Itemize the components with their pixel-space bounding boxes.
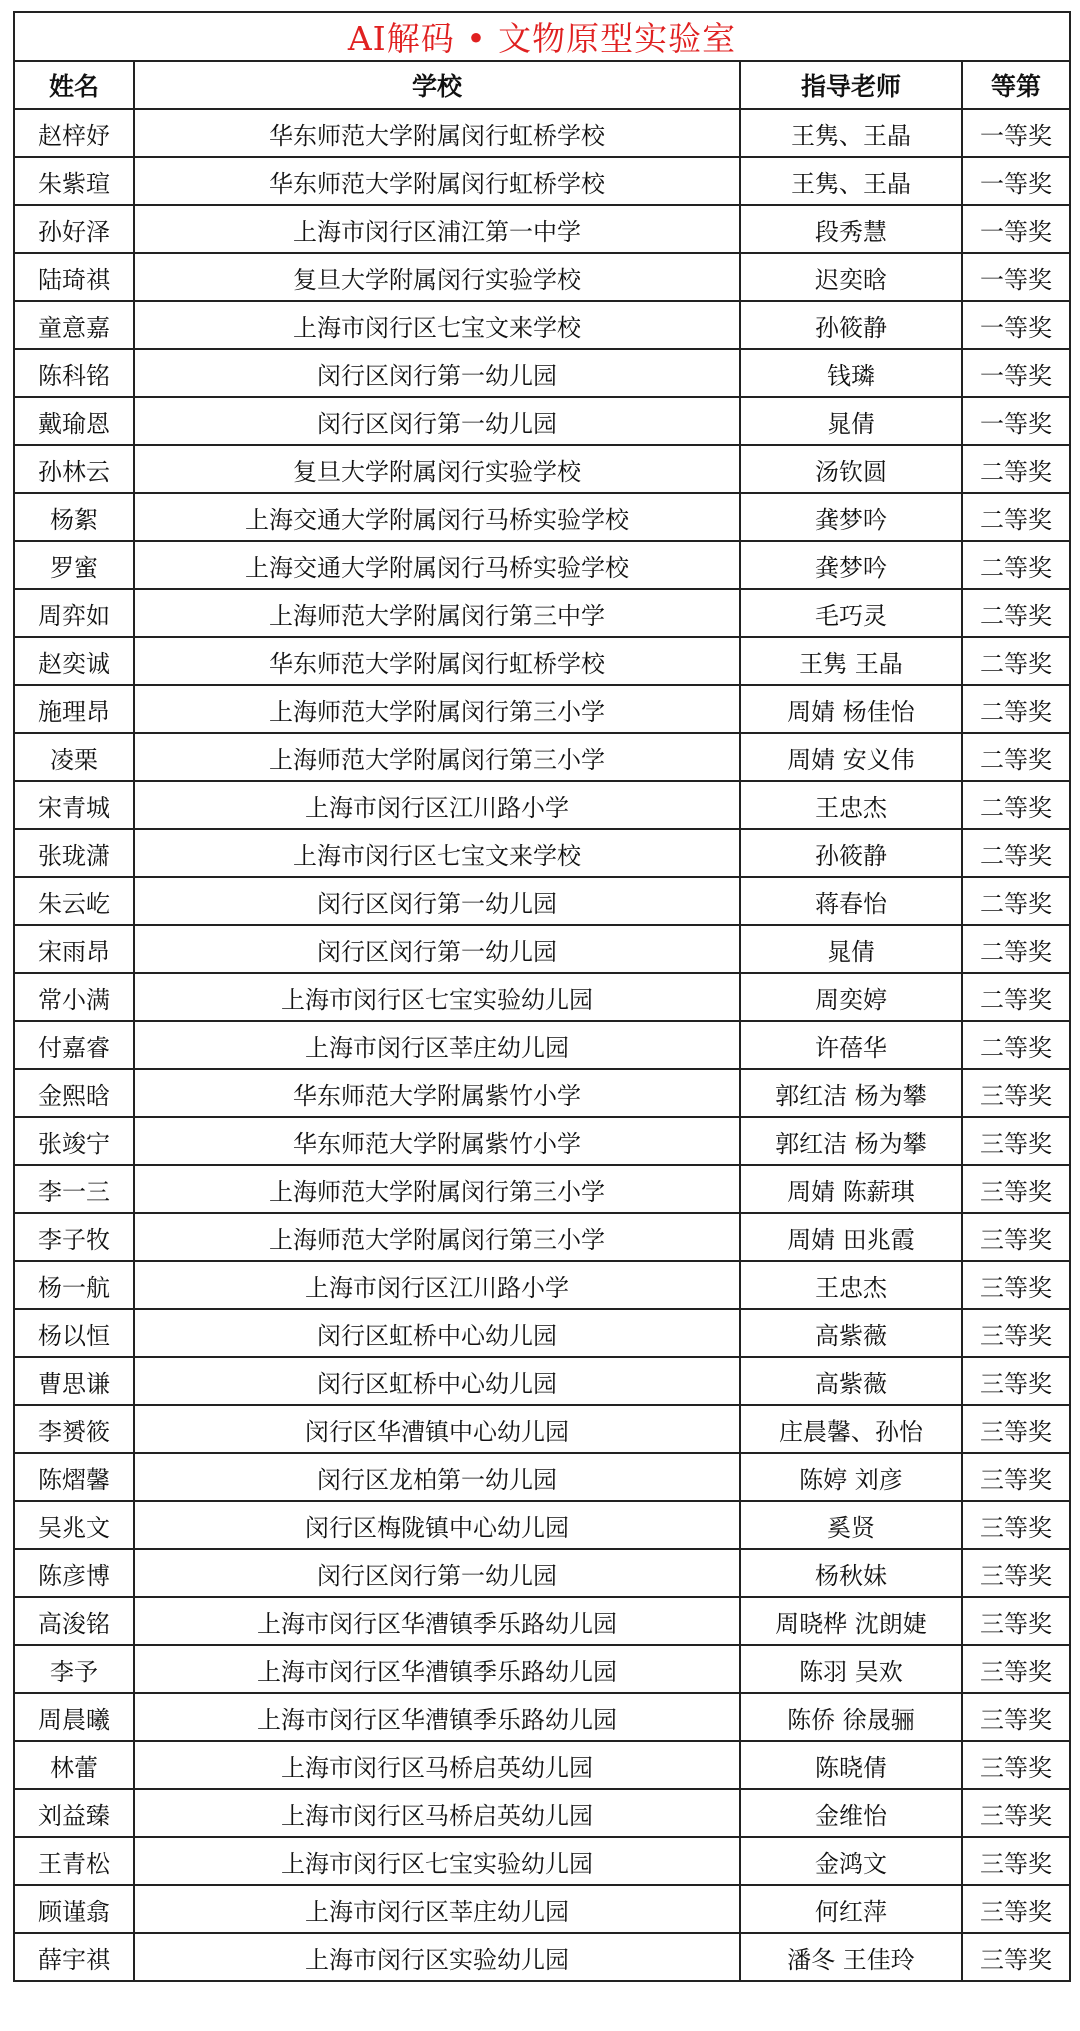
cell-school: 上海市闵行区七宝实验幼儿园 (134, 1837, 740, 1885)
cell-teacher: 陈婷 刘彦 (740, 1453, 962, 1501)
cell-name: 孙好泽 (14, 205, 134, 253)
cell-award: 二等奖 (962, 877, 1070, 925)
cell-teacher: 龚梦吟 (740, 493, 962, 541)
cell-school: 华东师范大学附属紫竹小学 (134, 1069, 740, 1117)
cell-school: 上海交通大学附属闵行马桥实验学校 (134, 493, 740, 541)
table-row (14, 733, 1070, 781)
cell-teacher: 王隽、王晶 (740, 157, 962, 205)
cell-school: 上海市闵行区莘庄幼儿园 (134, 1021, 740, 1069)
cell-teacher: 周婧 田兆霞 (740, 1213, 962, 1261)
cell-school: 闵行区虹桥中心幼儿园 (134, 1357, 740, 1405)
cell-name: 凌栗 (14, 733, 134, 781)
cell-teacher: 龚梦吟 (740, 541, 962, 589)
cell-school: 上海市闵行区七宝实验幼儿园 (134, 973, 740, 1021)
cell-award: 二等奖 (962, 685, 1070, 733)
cell-teacher: 王忠杰 (740, 1261, 962, 1309)
cell-school: 上海市闵行区江川路小学 (134, 1261, 740, 1309)
cell-teacher: 孙筱静 (740, 829, 962, 877)
cell-teacher: 金鸿文 (740, 1837, 962, 1885)
cell-school: 上海市闵行区七宝文来学校 (134, 301, 740, 349)
cell-school: 华东师范大学附属闵行虹桥学校 (134, 637, 740, 685)
cell-school: 上海师范大学附属闵行第三小学 (134, 1165, 740, 1213)
cell-name: 陈科铭 (14, 349, 134, 397)
cell-award: 一等奖 (962, 397, 1070, 445)
cell-award: 三等奖 (962, 1693, 1070, 1741)
table-row (14, 1693, 1070, 1741)
header-teacher: 指导老师 (740, 61, 962, 109)
cell-teacher: 周奕婷 (740, 973, 962, 1021)
cell-name: 王青松 (14, 1837, 134, 1885)
cell-name: 赵梓妤 (14, 109, 134, 157)
cell-award: 三等奖 (962, 1069, 1070, 1117)
cell-school: 上海市闵行区江川路小学 (134, 781, 740, 829)
table-row (14, 253, 1070, 301)
cell-name: 戴瑜恩 (14, 397, 134, 445)
cell-name: 童意嘉 (14, 301, 134, 349)
cell-award: 三等奖 (962, 1837, 1070, 1885)
cell-school: 上海师范大学附属闵行第三小学 (134, 1213, 740, 1261)
table-row (14, 637, 1070, 685)
cell-award: 二等奖 (962, 973, 1070, 1021)
table-row (14, 493, 1070, 541)
table-row (14, 1837, 1070, 1885)
cell-school: 华东师范大学附属紫竹小学 (134, 1117, 740, 1165)
cell-award: 三等奖 (962, 1885, 1070, 1933)
cell-teacher: 周婧 陈薪琪 (740, 1165, 962, 1213)
cell-award: 一等奖 (962, 253, 1070, 301)
cell-teacher: 毛巧灵 (740, 589, 962, 637)
cell-school: 上海师范大学附属闵行第三小学 (134, 733, 740, 781)
cell-name: 常小满 (14, 973, 134, 1021)
cell-award: 二等奖 (962, 637, 1070, 685)
table-row (14, 205, 1070, 253)
cell-award: 三等奖 (962, 1933, 1070, 1981)
table-row (14, 349, 1070, 397)
cell-award: 二等奖 (962, 829, 1070, 877)
table-row (14, 1933, 1070, 1981)
cell-teacher: 陈侨 徐晟骊 (740, 1693, 962, 1741)
cell-name: 杨一航 (14, 1261, 134, 1309)
cell-name: 孙林云 (14, 445, 134, 493)
cell-teacher: 迟奕晗 (740, 253, 962, 301)
cell-award: 三等奖 (962, 1213, 1070, 1261)
cell-award: 三等奖 (962, 1501, 1070, 1549)
cell-name: 刘益臻 (14, 1789, 134, 1837)
cell-school: 闵行区闵行第一幼儿园 (134, 1549, 740, 1597)
table-row (14, 1645, 1070, 1693)
cell-award: 二等奖 (962, 781, 1070, 829)
cell-school: 上海交通大学附属闵行马桥实验学校 (134, 541, 740, 589)
cell-teacher: 王隽、王晶 (740, 109, 962, 157)
cell-school: 复旦大学附属闵行实验学校 (134, 445, 740, 493)
cell-school: 华东师范大学附属闵行虹桥学校 (134, 157, 740, 205)
cell-award: 一等奖 (962, 157, 1070, 205)
cell-award: 二等奖 (962, 493, 1070, 541)
cell-teacher: 王忠杰 (740, 781, 962, 829)
cell-school: 上海市闵行区华漕镇季乐路幼儿园 (134, 1597, 740, 1645)
cell-name: 张竣宁 (14, 1117, 134, 1165)
cell-school: 华东师范大学附属闵行虹桥学校 (134, 109, 740, 157)
cell-teacher: 庄晨馨、孙怡 (740, 1405, 962, 1453)
cell-teacher: 周晓桦 沈朗婕 (740, 1597, 962, 1645)
cell-award: 三等奖 (962, 1405, 1070, 1453)
cell-name: 周弈如 (14, 589, 134, 637)
cell-school: 上海市闵行区浦江第一中学 (134, 205, 740, 253)
table-row (14, 397, 1070, 445)
cell-award: 三等奖 (962, 1357, 1070, 1405)
cell-award: 三等奖 (962, 1261, 1070, 1309)
cell-teacher: 钱璘 (740, 349, 962, 397)
cell-teacher: 晁倩 (740, 925, 962, 973)
cell-teacher: 汤钦圆 (740, 445, 962, 493)
cell-name: 陈彦博 (14, 1549, 134, 1597)
cell-name: 李赟筱 (14, 1405, 134, 1453)
cell-teacher: 蒋春怡 (740, 877, 962, 925)
table-row (14, 685, 1070, 733)
table-row (14, 109, 1070, 157)
cell-award: 一等奖 (962, 301, 1070, 349)
cell-teacher: 何红萍 (740, 1885, 962, 1933)
cell-teacher: 郭红洁 杨为攀 (740, 1117, 962, 1165)
cell-school: 闵行区闵行第一幼儿园 (134, 397, 740, 445)
cell-teacher: 高紫薇 (740, 1309, 962, 1357)
cell-award: 一等奖 (962, 109, 1070, 157)
table-row (14, 1021, 1070, 1069)
header-name: 姓名 (14, 61, 134, 109)
cell-teacher: 孙筱静 (740, 301, 962, 349)
table-row (14, 589, 1070, 637)
table-row (14, 157, 1070, 205)
table-body (14, 109, 1070, 1981)
header-award: 等第 (962, 61, 1070, 109)
cell-name: 高浚铭 (14, 1597, 134, 1645)
cell-teacher: 周婧 杨佳怡 (740, 685, 962, 733)
cell-teacher: 王隽 王晶 (740, 637, 962, 685)
table-row (14, 1885, 1070, 1933)
table-row (14, 301, 1070, 349)
table-row (14, 1261, 1070, 1309)
cell-teacher: 金维怡 (740, 1789, 962, 1837)
cell-award: 一等奖 (962, 349, 1070, 397)
cell-name: 张珑潇 (14, 829, 134, 877)
table-row (14, 877, 1070, 925)
cell-school: 上海市闵行区华漕镇季乐路幼儿园 (134, 1693, 740, 1741)
cell-school: 闵行区华漕镇中心幼儿园 (134, 1405, 740, 1453)
cell-award: 一等奖 (962, 205, 1070, 253)
cell-award: 三等奖 (962, 1789, 1070, 1837)
cell-teacher: 潘冬 王佳玲 (740, 1933, 962, 1981)
cell-name: 朱云屹 (14, 877, 134, 925)
cell-name: 林蕾 (14, 1741, 134, 1789)
table-row (14, 973, 1070, 1021)
cell-teacher: 高紫薇 (740, 1357, 962, 1405)
cell-name: 施理昂 (14, 685, 134, 733)
cell-name: 吴兆文 (14, 1501, 134, 1549)
cell-school: 上海市闵行区七宝文来学校 (134, 829, 740, 877)
cell-name: 周晨曦 (14, 1693, 134, 1741)
header-school: 学校 (134, 61, 740, 109)
cell-award: 三等奖 (962, 1165, 1070, 1213)
table-title: AI解码 • 文物原型实验室 (14, 12, 1070, 61)
table-row (14, 1069, 1070, 1117)
award-table (13, 11, 1071, 1982)
table-row (14, 1117, 1070, 1165)
cell-award: 三等奖 (962, 1117, 1070, 1165)
cell-name: 宋雨昂 (14, 925, 134, 973)
table-row (14, 829, 1070, 877)
table-row (14, 781, 1070, 829)
cell-name: 李一三 (14, 1165, 134, 1213)
cell-award: 二等奖 (962, 1021, 1070, 1069)
cell-name: 杨以恒 (14, 1309, 134, 1357)
cell-award: 三等奖 (962, 1453, 1070, 1501)
cell-teacher: 郭红洁 杨为攀 (740, 1069, 962, 1117)
table-row (14, 1405, 1070, 1453)
table-row (14, 1501, 1070, 1549)
cell-school: 上海师范大学附属闵行第三小学 (134, 685, 740, 733)
table-row (14, 1357, 1070, 1405)
cell-name: 罗蜜 (14, 541, 134, 589)
cell-teacher: 段秀慧 (740, 205, 962, 253)
cell-award: 二等奖 (962, 445, 1070, 493)
cell-award: 三等奖 (962, 1549, 1070, 1597)
cell-teacher: 杨秋妹 (740, 1549, 962, 1597)
cell-name: 宋青城 (14, 781, 134, 829)
cell-name: 李子牧 (14, 1213, 134, 1261)
table-row (14, 1165, 1070, 1213)
cell-school: 闵行区闵行第一幼儿园 (134, 877, 740, 925)
table-row (14, 1597, 1070, 1645)
table-row (14, 1741, 1070, 1789)
cell-award: 二等奖 (962, 733, 1070, 781)
cell-school: 闵行区闵行第一幼儿园 (134, 925, 740, 973)
cell-name: 朱紫瑄 (14, 157, 134, 205)
cell-name: 陈熠馨 (14, 1453, 134, 1501)
cell-name: 付嘉睿 (14, 1021, 134, 1069)
cell-school: 上海师范大学附属闵行第三中学 (134, 589, 740, 637)
table-row (14, 445, 1070, 493)
cell-award: 三等奖 (962, 1645, 1070, 1693)
cell-school: 上海市闵行区莘庄幼儿园 (134, 1885, 740, 1933)
cell-teacher: 陈羽 吴欢 (740, 1645, 962, 1693)
cell-name: 李予 (14, 1645, 134, 1693)
cell-school: 闵行区虹桥中心幼儿园 (134, 1309, 740, 1357)
cell-teacher: 许蓓华 (740, 1021, 962, 1069)
cell-school: 上海市闵行区马桥启英幼儿园 (134, 1741, 740, 1789)
table-row (14, 1213, 1070, 1261)
cell-school: 上海市闵行区实验幼儿园 (134, 1933, 740, 1981)
cell-name: 薛宇祺 (14, 1933, 134, 1981)
table-row (14, 541, 1070, 589)
table-row (14, 1309, 1070, 1357)
cell-name: 陆琦祺 (14, 253, 134, 301)
cell-name: 杨絮 (14, 493, 134, 541)
cell-award: 三等奖 (962, 1309, 1070, 1357)
header-row (14, 61, 1070, 109)
cell-award: 三等奖 (962, 1741, 1070, 1789)
cell-award: 二等奖 (962, 925, 1070, 973)
cell-teacher: 晁倩 (740, 397, 962, 445)
cell-award: 二等奖 (962, 589, 1070, 637)
cell-name: 曹思谦 (14, 1357, 134, 1405)
cell-school: 上海市闵行区华漕镇季乐路幼儿园 (134, 1645, 740, 1693)
cell-school: 闵行区闵行第一幼儿园 (134, 349, 740, 397)
cell-school: 闵行区梅陇镇中心幼儿园 (134, 1501, 740, 1549)
title-row (14, 12, 1070, 61)
cell-award: 三等奖 (962, 1597, 1070, 1645)
cell-school: 闵行区龙柏第一幼儿园 (134, 1453, 740, 1501)
table-row (14, 1549, 1070, 1597)
cell-name: 顾谨翕 (14, 1885, 134, 1933)
cell-name: 赵奕诚 (14, 637, 134, 685)
cell-school: 复旦大学附属闵行实验学校 (134, 253, 740, 301)
table-row (14, 1453, 1070, 1501)
cell-award: 二等奖 (962, 541, 1070, 589)
cell-school: 上海市闵行区马桥启英幼儿园 (134, 1789, 740, 1837)
cell-teacher: 陈晓倩 (740, 1741, 962, 1789)
cell-teacher: 奚贤 (740, 1501, 962, 1549)
cell-name: 金熙晗 (14, 1069, 134, 1117)
table-row (14, 1789, 1070, 1837)
cell-teacher: 周婧 安义伟 (740, 733, 962, 781)
table-row (14, 925, 1070, 973)
